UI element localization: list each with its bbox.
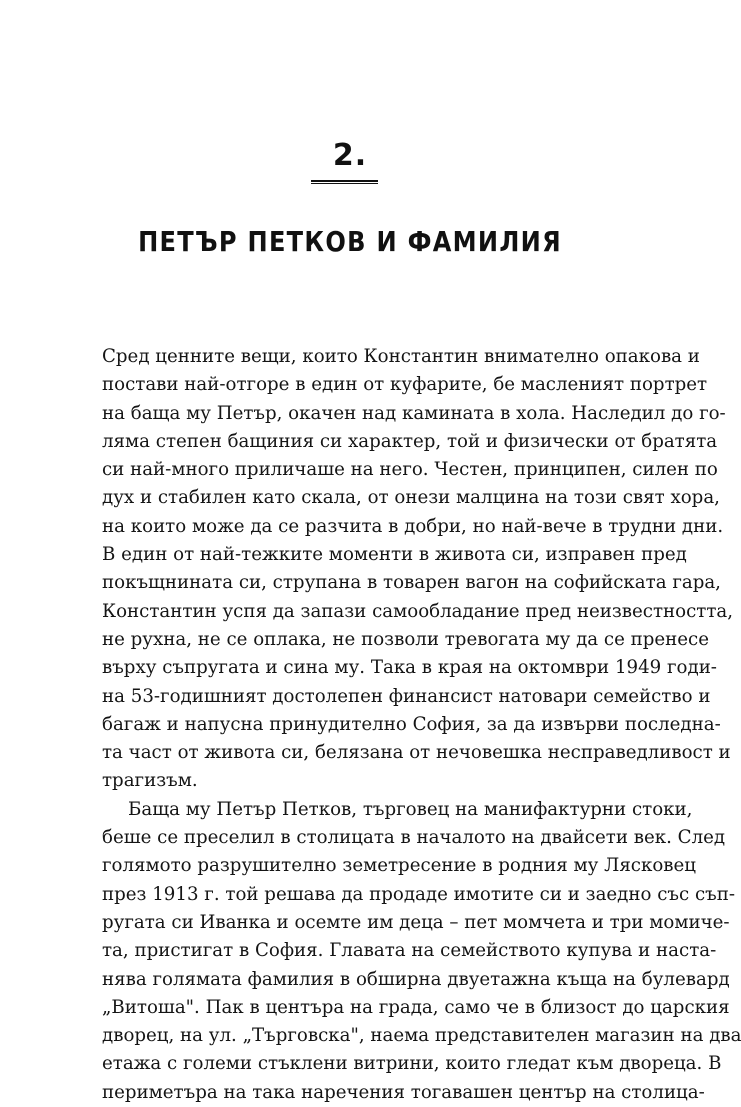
text-line: В един от най-тежките моменти в живота си, изправен пред bbox=[102, 544, 687, 566]
text-line: Константин успя да запази самообладание пред неизвестността, bbox=[102, 600, 734, 622]
text-line: ругата си Иванка и осемте им деца – пет момчета и три момиче- bbox=[102, 911, 730, 933]
text-line: на които може да се разчита в добри, но най-вече в трудни дни. bbox=[102, 515, 724, 537]
text-line: та, пристигат в София. Главата на семейството купува и наста- bbox=[102, 940, 717, 962]
chapter-number: 2. bbox=[332, 138, 368, 173]
text-line: периметъра на така наречения тогавашен център на столица- bbox=[102, 1081, 705, 1103]
text-line: „Витоша". Пак в центъра на града, само че в близост до царския bbox=[102, 996, 730, 1018]
text-line: дворец, на ул. „Търговска", наема представителен магазин на два bbox=[102, 1025, 741, 1047]
text-line: та част от живота си, белязана от нечовешка несправедливост и bbox=[102, 742, 731, 764]
chapter-body bbox=[102, 343, 741, 1107]
text-line: покъщнината си, струпана в товарен вагон на софийската гара, bbox=[102, 572, 721, 594]
chapter-number-underline bbox=[311, 180, 378, 184]
text-line: багаж и напусна принудително София, за да извърви последна- bbox=[102, 713, 721, 735]
text-line: етажа с големи стъклени витрини, които гледат към двореца. В bbox=[102, 1053, 722, 1075]
text-line: Сред ценните вещи, които Константин внимателно опакова и bbox=[102, 346, 700, 367]
text-line: си най-много приличаше на него. Честен, принципен, силен по bbox=[102, 459, 718, 481]
text-line: нява голямата фамилия в обширна двуетажна къща на булевард bbox=[102, 968, 730, 990]
text-line: беше се преселил в столицата в началото на двайсети век. След bbox=[102, 827, 726, 849]
text-line: на 53-годишният достолепен финансист натовари семейство и bbox=[102, 685, 711, 707]
text-line: трагизъм. bbox=[102, 770, 198, 792]
text-line: постави най-отгоре в един от куфарите, бе масленият портрет bbox=[102, 374, 708, 396]
text-line: Баща му Петър Петков, търговец на манифактурни стоки, bbox=[128, 798, 693, 820]
text-line: не рухна, не се оплака, не позволи тревогата му да се пренесе bbox=[102, 628, 709, 650]
text-line: върху съпругата и сина му. Така в края на октомври 1949 годи- bbox=[102, 657, 717, 679]
text-line: голямото разрушително земетресение в родния му Лясковец bbox=[102, 855, 696, 877]
text-line: през 1913 г. той решава да продаде имотите си и заедно със съп- bbox=[102, 883, 735, 905]
text-line: на баща му Петър, окачен над камината в хола. Наследил до го- bbox=[102, 402, 726, 424]
chapter-title: ПЕТЪР ПЕТКОВ И ФАМИЛИЯ bbox=[138, 225, 562, 258]
text-line: ляма степен бащиния си характер, той и физически от братята bbox=[102, 430, 718, 452]
text-line: дух и стабилен като скала, от онези малцина на този свят хора, bbox=[102, 487, 720, 509]
